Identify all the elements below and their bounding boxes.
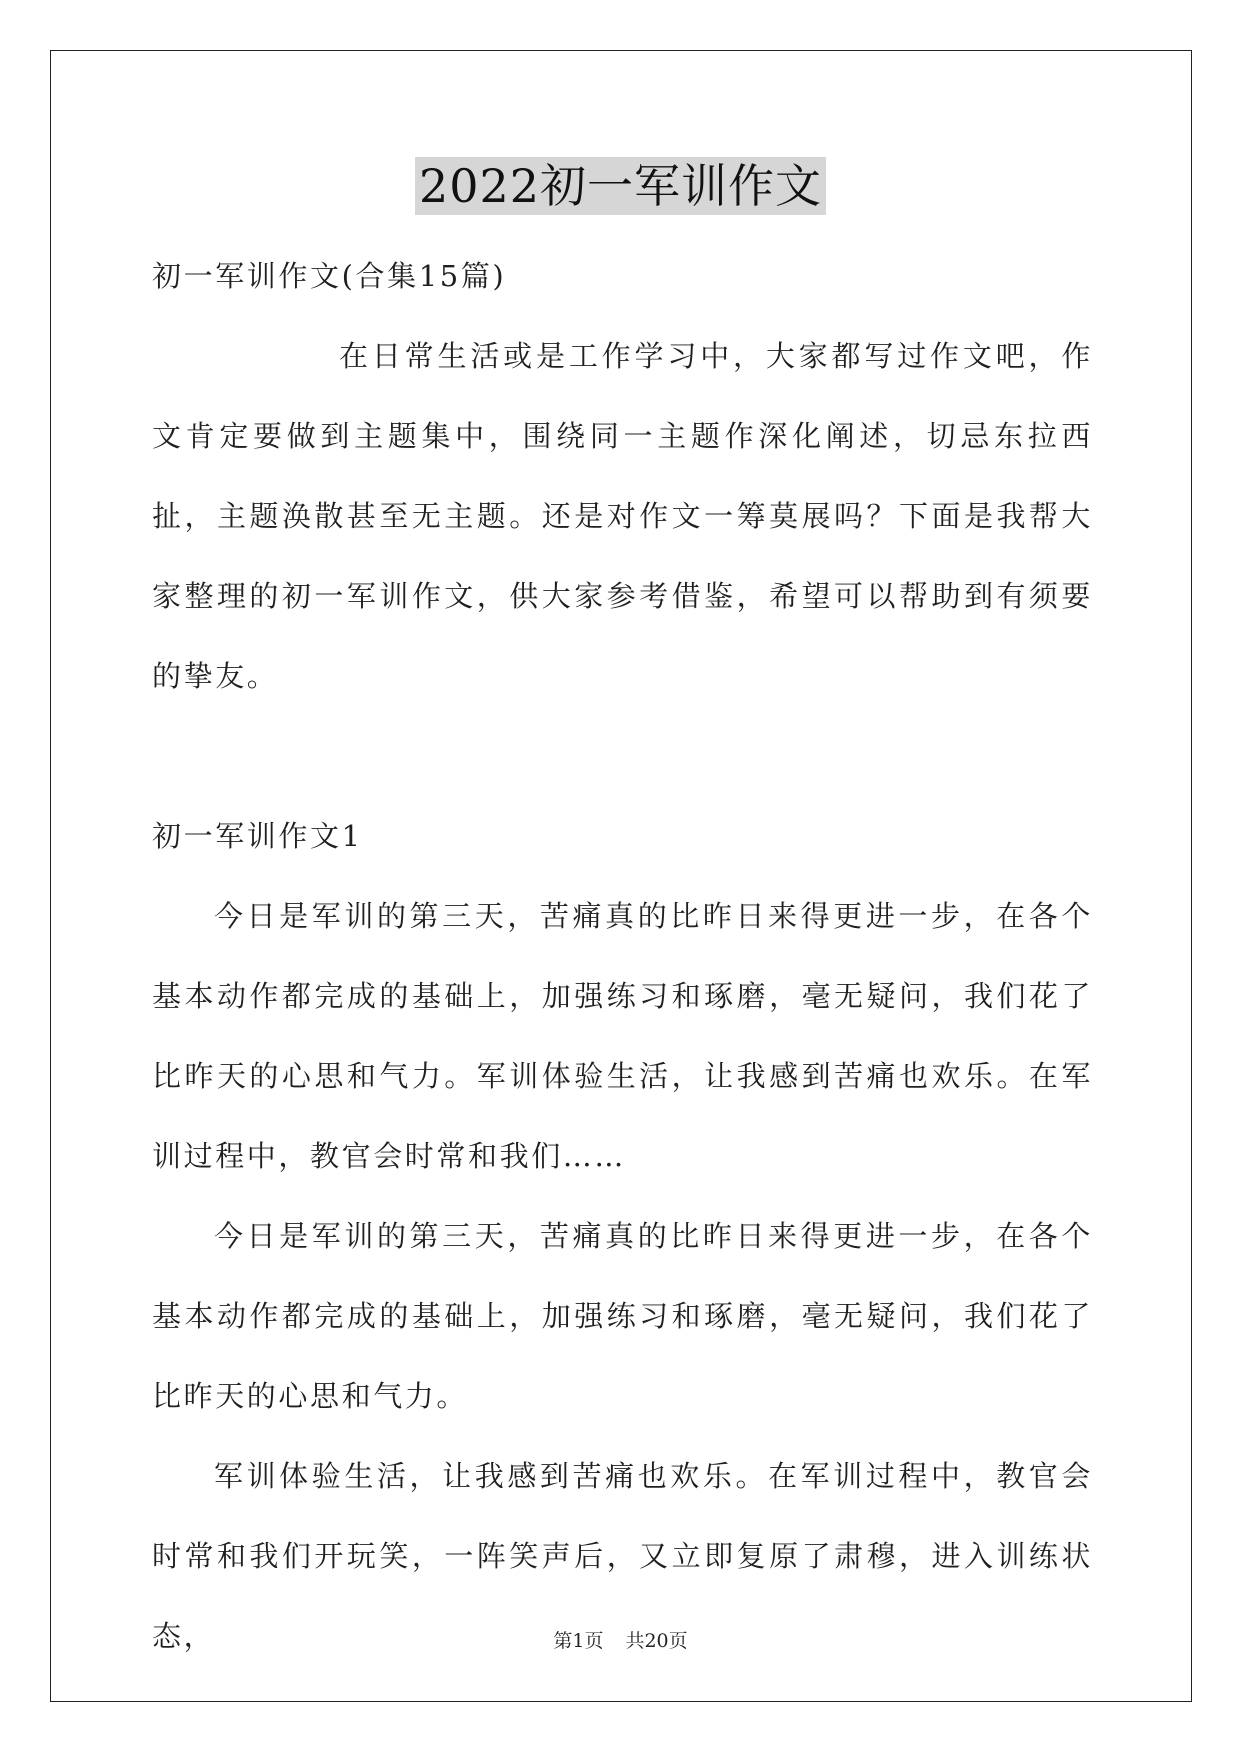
section-heading: 初一军训作文1 [152,819,363,853]
body-paragraph: 今日是军训的第三天，苦痛真的比昨日来得更进一步，在各个基本动作都完成的基础上，加强练习和琢磨，毫无疑问，我们花了比昨天的心思和气力。 [152,1219,1093,1413]
document-title: 2022初一军训作文 [415,157,826,215]
intro-paragraph: 在日常生活或是工作学习中，大家都写过作文吧，作文肯定要做到主题集中，围绕同一主题作深化阐述，切忌东拉西扯，主题涣散甚至无主题。还是对作文一筹莫展吗？下面是我帮大家整理的初一军训作文，供大家参考借鉴，希望可以帮助到有须要的挚友。 [152,339,1093,693]
body-paragraph: 军训体验生活，让我感到苦痛也欢乐。在军训过程中，教官会时常和我们开玩笑，一阵笑声后，又立即复原了肃穆，进入训练状态， [152,1459,1093,1653]
document-body [152,236,1093,1676]
section-gap [152,716,1093,796]
page-number: 第1页 [553,1630,604,1652]
document-subtitle: 初一军训作文(合集15篇) [152,259,507,293]
page-total: 共20页 [625,1630,688,1652]
body-paragraph: 今日是军训的第三天，苦痛真的比昨日来得更进一步，在各个基本动作都完成的基础上，加强练习和琢磨，毫无疑问，我们花了比昨天的心思和气力。军训体验生活，让我感到苦痛也欢乐。在军训过程中，教官会时常和我们…… [152,899,1093,1173]
page-footer [0,1626,1241,1653]
title-area [0,157,1241,215]
